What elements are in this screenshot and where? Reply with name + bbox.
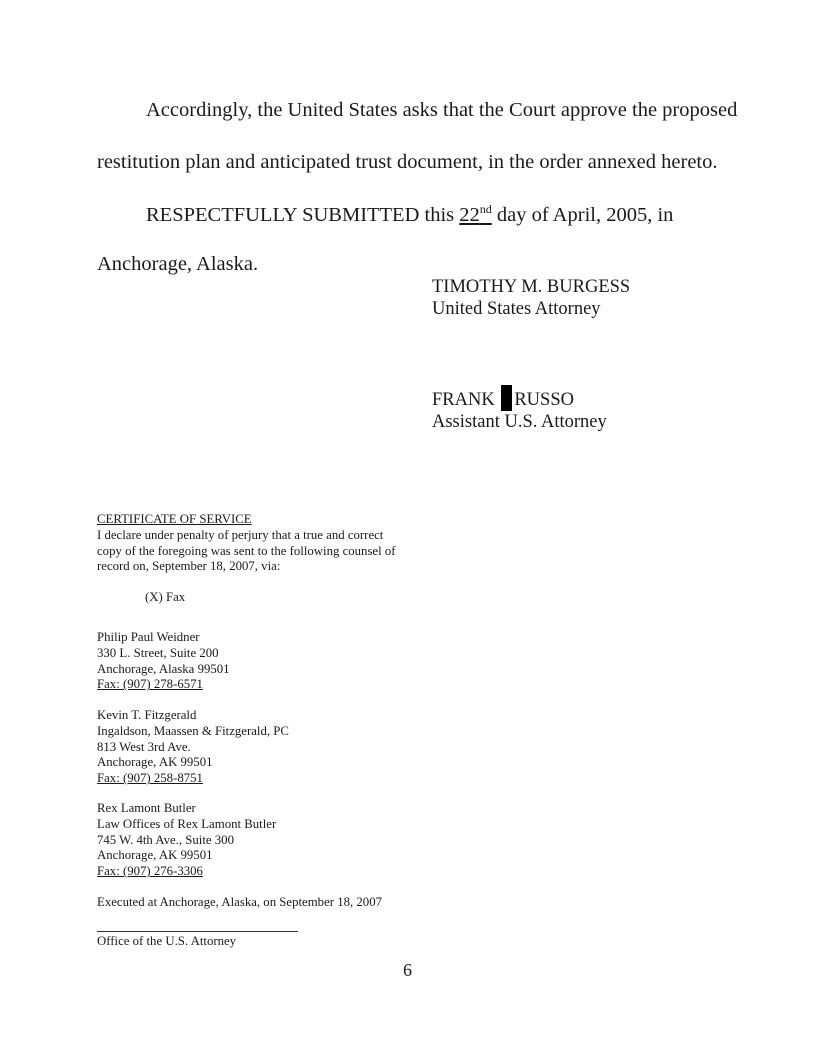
certificate-heading: CERTIFICATE OF SERVICE xyxy=(97,512,252,526)
assistant-last-name: RUSSO xyxy=(514,390,574,410)
recipient-fax: Fax: (907) 276-3306 xyxy=(97,864,203,879)
day-suffix: nd xyxy=(479,202,492,216)
signature-line xyxy=(97,931,298,932)
recipient-line: Kevin T. Fitzgerald xyxy=(97,708,197,722)
recipient-line: Rex Lamont Butler xyxy=(97,801,196,815)
recipient-line: Philip Paul Weidner xyxy=(97,630,200,644)
recipient-line: Anchorage, AK 99501 xyxy=(97,755,213,770)
recipient-line: Ingaldson, Maassen & Fitzgerald, PC xyxy=(97,723,289,738)
recipient-fax: Fax: (907) 258-8751 xyxy=(97,771,203,786)
assistant-first-name: FRANK xyxy=(432,390,495,410)
body-paragraph-2-line-1 xyxy=(146,202,673,227)
recipient-line: 330 L. Street, Suite 200 xyxy=(97,645,219,660)
office-label: Office of the U.S. Attorney xyxy=(97,934,237,948)
recipient-weidner xyxy=(97,630,230,693)
signature-block-us-attorney xyxy=(432,276,630,320)
recipient-fitzgerald xyxy=(97,708,289,787)
certificate-intro-line: record on, September 18, 2007, via: xyxy=(97,559,281,574)
signature-block-assistant-attorney xyxy=(432,385,607,433)
body-paragraph-2-line-2: Anchorage, Alaska. xyxy=(97,253,259,275)
us-attorney-title: United States Attorney xyxy=(432,299,601,319)
executed-statement: Executed at Anchorage, Alaska, on September 18, 2007 xyxy=(97,895,383,909)
recipient-line: Anchorage, Alaska 99501 xyxy=(97,661,230,676)
us-attorney-name: TIMOTHY M. BURGESS xyxy=(432,277,631,297)
recipient-line: Law Offices of Rex Lamont Butler xyxy=(97,816,277,831)
recipient-line: Anchorage, AK 99501 xyxy=(97,848,213,863)
service-method: (X) Fax xyxy=(145,590,186,604)
recipient-line: 813 West 3rd Ave. xyxy=(97,739,191,754)
certificate-of-service xyxy=(97,512,396,575)
day-number: 22 xyxy=(459,203,480,226)
body-paragraph-1-line-1: Accordingly, the United States asks that the Court approve the proposed xyxy=(146,99,738,121)
recipient-fax: Fax: (907) 278-6571 xyxy=(97,677,203,692)
assistant-attorney-name xyxy=(432,385,607,411)
recipient-line: 745 W. 4th Ave., Suite 300 xyxy=(97,832,234,847)
submitted-text: RESPECTFULLY SUBMITTED this xyxy=(146,203,460,226)
body-paragraph-1-line-2: restitution plan and anticipated trust document, in the order annexed hereto. xyxy=(97,151,718,173)
certificate-intro-line: I declare under penalty of perjury that a true and correct xyxy=(97,527,384,542)
redaction-box xyxy=(501,385,512,411)
recipient-butler xyxy=(97,801,276,880)
page-number: 6 xyxy=(403,960,412,980)
assistant-attorney-title: Assistant U.S. Attorney xyxy=(432,412,607,432)
certificate-intro-line: copy of the foregoing was sent to the following counsel of xyxy=(97,543,396,558)
submitted-day xyxy=(459,204,492,226)
submitted-date-rest: day of April, 2005, in xyxy=(491,203,674,226)
